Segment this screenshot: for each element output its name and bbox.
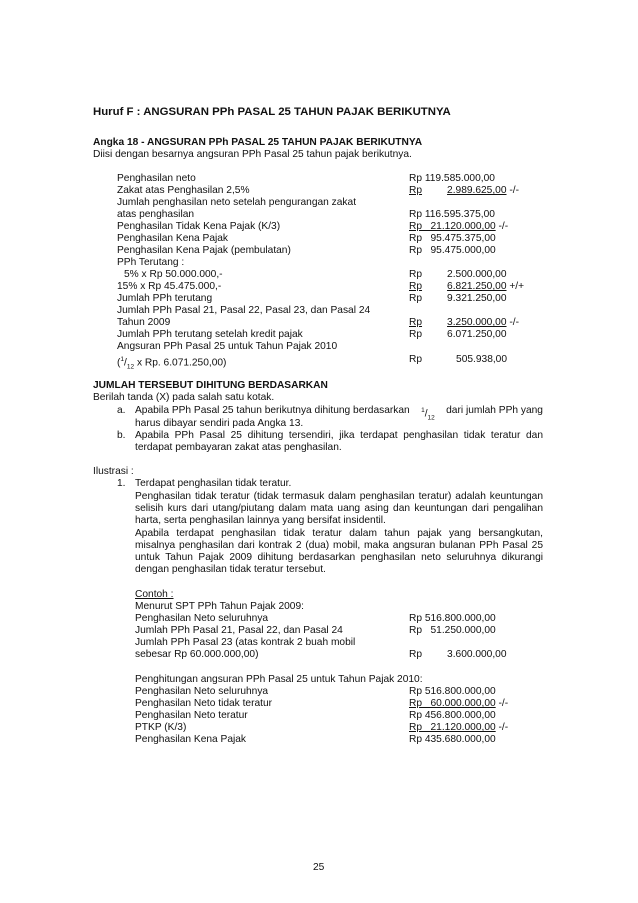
calc-amount: Rp 95.475.375,00 bbox=[409, 233, 496, 244]
option-b-line: Apabila PPh Pasal 25 dihitung tersendiri, jika terdapat penghasilan tidak teratur dan bbox=[135, 430, 543, 441]
example-amount: Rp 516.800.000,00 bbox=[409, 686, 496, 697]
calc-amount bbox=[409, 317, 519, 329]
calc-label: 15% x Rp 45.475.000,- bbox=[117, 281, 222, 292]
paragraph-line: Penghasilan tidak teratur (tidak termasuk dalam penghasilan teratur) adalah keuntungan bbox=[135, 491, 543, 502]
calc-value: 9.321.250,00 bbox=[447, 293, 507, 304]
calc-value: Rp 21.120.000,00 bbox=[409, 221, 496, 232]
illustration-heading: Ilustrasi : bbox=[93, 466, 134, 477]
example-label-row: Penghasilan Neto seluruhnya bbox=[135, 686, 269, 697]
calc-label: Jumlah PPh Pasal 21, Pasal 22, Pasal 23, dan Pasal 24 bbox=[117, 305, 371, 316]
option-b-line: terdapat pembayaran zakat atas penghasilan. bbox=[135, 442, 342, 453]
calc-amount bbox=[409, 221, 508, 233]
paragraph-line: misalnya penghasilan dari kontrak 2 (dua) mobil, maka angsuran bulanan PPh Pasal 25 bbox=[135, 540, 543, 551]
example-label-row: Penghasilan Neto tidak teratur bbox=[135, 698, 273, 709]
calc-amount bbox=[409, 354, 507, 366]
calc-label: Angsuran PPh Pasal 25 untuk Tahun Pajak 2010 bbox=[117, 341, 338, 352]
item-title: Terdapat penghasilan tidak teratur. bbox=[135, 478, 292, 489]
calc-label: Jumlah PPh terutang setelah kredit pajak bbox=[117, 329, 303, 340]
calc-value: 505.938,00 bbox=[456, 354, 508, 365]
calc-amount bbox=[409, 329, 507, 341]
example-label-row: Penghasilan Neto seluruhnya bbox=[135, 613, 269, 624]
option-a-line: Apabila PPh Pasal 25 tahun berikutnya dihitung berdasarkan $^1/_{12}$ dari jumlah PPh yang bbox=[135, 405, 543, 422]
basis-heading: JUMLAH TERSEBUT DIHITUNG BERDASARKAN bbox=[93, 380, 328, 391]
basis-instruction: Berilah tanda (X) pada salah satu kotak. bbox=[93, 392, 275, 403]
calc-amount bbox=[409, 185, 519, 197]
calc-label: Jumlah PPh terutang bbox=[117, 293, 213, 304]
calc-label: Penghasilan neto bbox=[117, 173, 196, 184]
calc-rp: Rp bbox=[409, 317, 423, 328]
example-label-row: Jumlah PPh Pasal 23 (atas kontrak 2 buah mobil bbox=[135, 637, 356, 648]
option-a-line: harus dibayar sendiri pada Angka 13. bbox=[135, 418, 304, 429]
calc-amount: Rp 119.585.000,00 bbox=[409, 173, 495, 184]
example-label-row: Jumlah PPh Pasal 21, Pasal 22, dan Pasal 24 bbox=[135, 625, 343, 636]
calc-label: Penghasilan Tidak Kena Pajak (K/3) bbox=[117, 221, 281, 232]
calc-rp: Rp bbox=[409, 185, 423, 196]
example-label-row: Penghasilan Kena Pajak bbox=[135, 734, 247, 745]
calc-label: ($^1/_{12}$ x Rp. 6.071.250,00) bbox=[117, 356, 227, 371]
section-intro: Diisi dengan besarnya angsuran PPh Pasal 25 tahun pajak berikutnya. bbox=[93, 149, 412, 160]
calc-value: 3.250.000,00 bbox=[447, 317, 507, 328]
example-subtitle: Menurut SPT PPh Tahun Pajak 2009: bbox=[135, 601, 304, 612]
paragraph-line: untuk Tahun Pajak 2009 dihitung berdasarkan penghasilan neto seluruhnya dikurangi bbox=[135, 552, 543, 563]
calc-value: 6.071.250,00 bbox=[447, 329, 507, 340]
calc-label: atas penghasilan bbox=[117, 209, 195, 220]
calc-label: Jumlah penghasilan neto setelah pengurangan zakat bbox=[117, 197, 357, 208]
calc-amount bbox=[409, 281, 524, 293]
paragraph-line: harta, serta penghasilan lainnya yang bersifat insidentil. bbox=[135, 515, 386, 526]
example-subtitle: Penghitungan angsuran PPh Pasal 25 untuk Tahun Pajak 2010: bbox=[135, 674, 423, 685]
calc-label: Tahun 2009 bbox=[117, 317, 171, 328]
calc-label: PPh Terutang : bbox=[117, 257, 185, 268]
option-letter: b. bbox=[117, 430, 126, 441]
page-title: Huruf F : ANGSURAN PPh PASAL 25 TAHUN PAJAK BERIKUTNYA bbox=[93, 106, 451, 118]
calc-amount: Rp 95.475.000,00 bbox=[409, 245, 496, 256]
example-amount: Rp 60.000.000,00 -/- bbox=[409, 698, 509, 709]
paragraph-line: selisih kurs dari utang/piutang dalam mata uang asing dan keuntungan dari pengalihan bbox=[135, 503, 543, 514]
calc-amount: Rp 116.595.375,00 bbox=[409, 209, 495, 220]
example-amount: Rp 21.120.000,00 -/- bbox=[409, 722, 509, 733]
calc-value: 6.821.250,00 bbox=[447, 281, 507, 292]
option-letter: a. bbox=[117, 405, 126, 416]
page-number: 25 bbox=[313, 862, 325, 873]
example-amount: Rp 516.800.000,00 bbox=[409, 613, 496, 624]
example-amount: Rp 3.600.000,00 bbox=[409, 649, 507, 660]
calc-operator: -/- bbox=[495, 221, 509, 232]
calc-operator: +/+ bbox=[506, 281, 525, 292]
calc-label: Penghasilan Kena Pajak (pembulatan) bbox=[117, 245, 291, 256]
example-label-row: sebesar Rp 60.000.000,00) bbox=[135, 649, 259, 660]
calc-rp: Rp bbox=[409, 329, 423, 340]
paragraph-line: dengan penghasilan tidak teratur tersebut. bbox=[135, 564, 326, 575]
calc-amount bbox=[409, 293, 507, 305]
calc-amount bbox=[409, 269, 507, 281]
calc-value: 2.989.625,00 bbox=[447, 185, 507, 196]
calc-rp: Rp bbox=[409, 293, 423, 304]
fraction-denominator: 12 bbox=[126, 363, 135, 371]
example-amount: Rp 456.800.000,00 bbox=[409, 710, 496, 721]
calc-rp: Rp bbox=[409, 354, 423, 365]
calc-label: 5% x Rp 50.000.000,- bbox=[124, 269, 223, 280]
example-label: Contoh : bbox=[135, 589, 174, 600]
fraction-numerator: 1 bbox=[120, 356, 125, 363]
paragraph-line: Apabila terdapat penghasilan tidak teratur dalam tahun pajak yang bersangkutan, bbox=[135, 528, 543, 539]
calc-label: Penghasilan Kena Pajak bbox=[117, 233, 229, 244]
example-amount: Rp 51.250.000,00 bbox=[409, 625, 496, 636]
example-amount: Rp 435.680.000,00 bbox=[409, 734, 496, 745]
section-heading: Angka 18 - ANGSURAN PPh PASAL 25 TAHUN PAJAK BERIKUTNYA bbox=[93, 137, 423, 148]
item-number: 1. bbox=[117, 478, 126, 489]
calc-label: Zakat atas Penghasilan 2,5% bbox=[117, 185, 250, 196]
example-label-row: Penghasilan Neto teratur bbox=[135, 710, 248, 721]
calc-rp: Rp bbox=[409, 269, 423, 280]
calc-rp: Rp bbox=[409, 281, 423, 292]
calc-value: 2.500.000,00 bbox=[447, 269, 507, 280]
calc-operator: -/- bbox=[506, 185, 519, 196]
example-label-row: PTKP (K/3) bbox=[135, 722, 187, 733]
calc-operator: -/- bbox=[506, 317, 519, 328]
